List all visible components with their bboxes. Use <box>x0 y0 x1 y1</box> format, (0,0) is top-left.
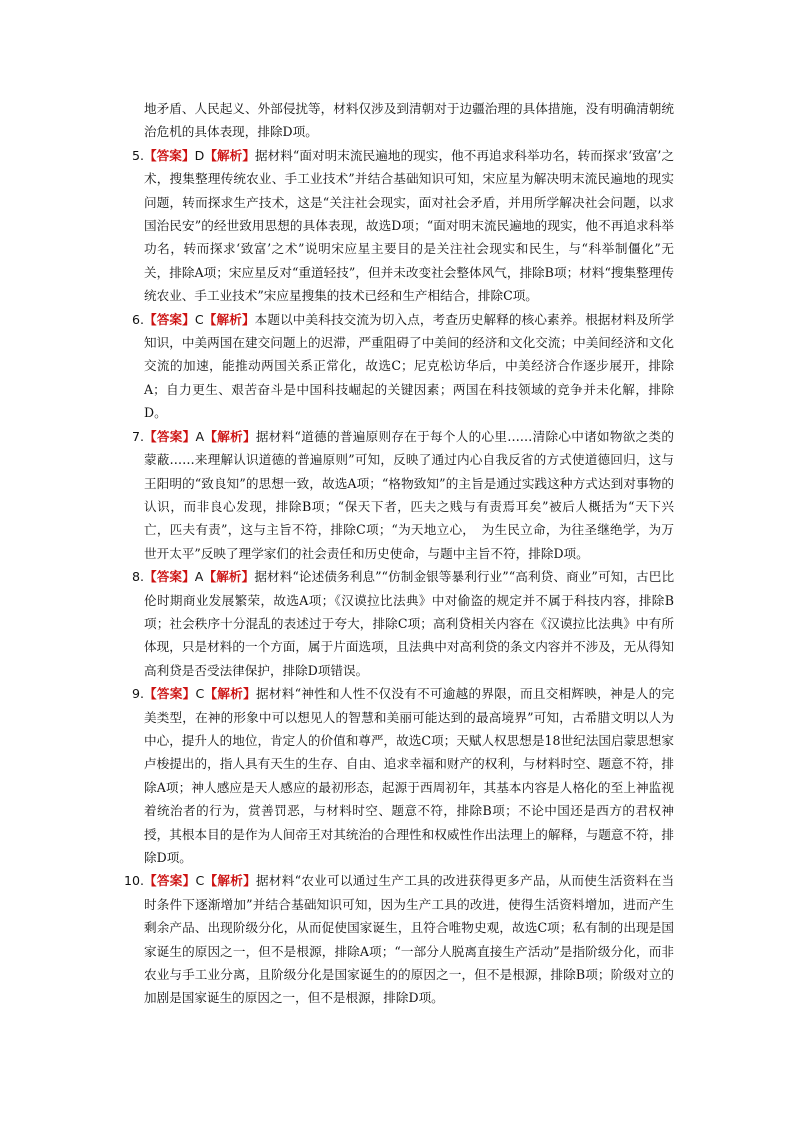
answer-item-8: 8. 【答案】A【解析】据材料“论述债务利息”“仿制金银等暴利行业”“高利贷、商业”可知，古巴比伦时期商业发展繁荣，故选A项；《汉谟拉比法典》中对偷盗的规定并不属于科技内容，排除B项；社会秩序十分混乱的表述过于夸大，排除C项；高利贷相关内容在《汉谟拉比法典》中有所体现，只是材料的一个方面，属于片面选项，且法典中对高利贷的条文内容并不涉及，无从得知高利贷是否受法律保护，排除D项错误。 <box>118 565 674 682</box>
answer-label: 答案 <box>156 569 183 585</box>
analysis-text: 据材料“面对明末流民遍地的现实，他不再追求科举功名，转而探求‘致富’之术，搜集整理传统农业、手工业技术”并结合基础知识可知，宋应星为解决明末流民遍地的现实问题，转而探求生产技术，这是“关注社会现实，面对社会矛盾，并用所学解决社会问题，以求国治民安”的经世致用思想的具体表现，故选D项；“面对明末流民遍地的现实，他不再追求科举功名，转而探求‘致富’之术”说明宋应星主要目的是关注社会现实和民生，与“科举制僵化”无关，排除A项；宋应星反对“重道轻技”，但并未改变社会整体风气，排除B项；材料“搜集整理传统农业、手工业技术”宋应星搜集的技术已经和生产相结合，排除C项。 <box>144 147 675 304</box>
answer-choice: C <box>194 311 204 327</box>
answer-label: 答案 <box>156 686 183 702</box>
item-number: 7. <box>131 428 144 444</box>
answer-item-10: 10. 【答案】C【解析】据材料“农业可以通过生产工具的改进获得更多产品，从而使生活资料在当时条件下逐渐增加”并结合基础知识可知，因为生产工具的改进，使得生活资料增加，进而产生剩余产品、出现阶级分化，从而促使国家诞生，且符合唯物史观，故选C项；私有制的出现是国家诞生的原因之一，但不是根源，排除A项；“一部分人脱离直接生产活动”是指阶级分化，而非农业与手工业分离，且阶级分化是国家诞生的的原因之一，但不是根源，排除B项；阶级对立的加剧是国家诞生的原因之一，但不是根源，排除D项。 <box>118 869 674 1009</box>
analysis-text: 本题以中美科技交流为切入点，考查历史解释的核心素养。根据材料及所学知识，中美两国在建交问题上的迟滞，严重阻碍了中美间的经济和文化交流；中美间经济和文化交流的加速，能推动两国关系正常化，故选C；尼克松访华后，中美经济合作逐步展开，排除A；自力更生、艰苦奋斗是中国科技崛起的关键因素；两国在科技领域的竞争并未化解，排除D。 <box>144 311 675 421</box>
answer-label: 答案 <box>156 311 183 327</box>
analysis-label: 解析 <box>216 311 242 327</box>
item-number: 6. <box>131 311 144 327</box>
item-number: 9. <box>131 686 144 702</box>
answer-content <box>118 97 674 1010</box>
answer-choice: C <box>195 873 205 889</box>
item-number: 10. <box>123 873 144 889</box>
answer-item-5: 5. 【答案】D【解析】据材料“面对明末流民遍地的现实，他不再追求科举功名，转而探求‘致富’之术，搜集整理传统农业、手工业技术”并结合基础知识可知，宋应星为解决明末流民遍地的现实问题，转而探求生产技术，这是“关注社会现实，面对社会矛盾，并用所学解决社会问题，以求国治民安”的经世致用思想的具体表现，故选D项；“面对明末流民遍地的现实，他不再追求科举功名，转而探求‘致富’之术”说明宋应星主要目的是关注社会现实和民生，与“科举制僵化”无关，排除A项；宋应星反对“重道轻技”，但并未改变社会整体风气，排除B项；材料“搜集整理传统农业、手工业技术”宋应星搜集的技术已经和生产相结合，排除C项。 <box>118 144 674 308</box>
answer-label: 答案 <box>156 147 182 163</box>
analysis-text: 据材料“论述债务利息”“仿制金银等暴利行业”“高利贷、商业”可知，古巴比伦时期商业发展繁荣，故选A项；《汉谟拉比法典》中对偷盗的规定并不属于科技内容，排除B项；社会秩序十分混乱的表述过于夸大，排除C项；高利贷相关内容在《汉谟拉比法典》中有所体现，只是材料的一个方面，属于片面选项，且法典中对高利贷的条文内容并不涉及，无从得知高利贷是否受法律保护，排除D项错误。 <box>144 569 675 678</box>
answer-item-6: 6. 【答案】C【解析】本题以中美科技交流为切入点，考查历史解释的核心素养。根据材料及所学知识，中美两国在建交问题上的迟滞，严重阻碍了中美间的经济和文化交流；中美间经济和文化交流的加速，能推动两国关系正常化，故选C；尼克松访华后，中美经济合作逐步展开，排除A；自力更生、艰苦奋斗是中国科技崛起的关键因素；两国在科技领域的竞争并未化解，排除D。 <box>118 308 674 425</box>
answer-choice: C <box>195 686 205 702</box>
item-number: 5. <box>131 147 144 163</box>
answer-choice: A <box>195 428 205 444</box>
analysis-text: 据材料“道德的普遍原则存在于每个人的心里……清除心中诸如物欲之类的蒙蔽……来理解认识道德的普遍原则”可知，反映了通过内心自我反省的方式使道德回归，这与王阳明的“致良知”的思想一致，故选A项；“格物致知”的主旨是通过实践这种方式达到对事物的认识，而非良心发现，排除B项；“保天下者，匹夫之贱与有责焉耳矣”被后人概括为“天下兴亡，匹夫有责”，这与主旨不符，排除C项；“为天地立心， 为生民立命，为往圣继绝学，为万世开太平”反映了理学家们的社会责任和历史使命，与题中主旨不符，排除D项。 <box>144 428 675 561</box>
analysis-label: 解析 <box>217 428 244 444</box>
answer-choice: A <box>194 569 204 585</box>
analysis-label: 解析 <box>217 147 243 163</box>
analysis-text: 据材料“农业可以通过生产工具的改进获得更多产品，从而使生活资料在当时条件下逐渐增加”并结合基础知识可知，因为生产工具的改进，使得生活资料增加，进而产生剩余产品、出现阶级分化，从而促使国家诞生，且符合唯物史观，故选C项；私有制的出现是国家诞生的原因之一，但不是根源，排除A项；“一部分人脱离直接生产活动”是指阶级分化，而非农业与手工业分离，且阶级分化是国家诞生的的原因之一，但不是根源，排除B项；阶级对立的加剧是国家诞生的原因之一，但不是根源，排除D项。 <box>144 873 675 1006</box>
answer-label: 答案 <box>156 428 183 444</box>
answer-item-7: 7. 【答案】A【解析】据材料“道德的普遍原则存在于每个人的心里……清除心中诸如物欲之类的蒙蔽……来理解认识道德的普遍原则”可知，反映了通过内心自我反省的方式使道德回归，这与王阳明的“致良知”的思想一致，故选A项；“格物致知”的主旨是通过实践这种方式达到对事物的认识，而非良心发现，排除B项；“保天下者，匹夫之贱与有责焉耳矣”被后人概括为“天下兴亡，匹夫有责”，这与主旨不符，排除C项；“为天地立心， 为生民立命，为往圣继绝学，为万世开太平”反映了理学家们的社会责任和历史使命，与题中主旨不符，排除D项。 <box>118 425 674 565</box>
analysis-label: 解析 <box>217 686 244 702</box>
item-number: 8. <box>131 569 144 585</box>
analysis-text: 据材料“神性和人性不仅没有不可逾越的界限，而且交相辉映，神是人的完美类型，在神的形象中可以想见人的智慧和美丽可能达到的最高境界”可知，古希腊文明以人为中心，提升人的地位，肯定人的价值和尊严，故选C项；天赋人权思想是18世纪法国启蒙思想家卢梭提出的，指人具有天生的生存、自由、追求幸福和财产的权利，与材料时空、题意不符，排除A项；神人感应是天人感应的最初形态，起源于西周初年，其基本内容是人格化的至上神监视着统治者的行为，赏善罚恶，与材料时空、题意不符，排除B项；不论中国还是西方的君权神授，其根本目的是作为人间帝王对其统治的合理性和权威性作出法理上的解释，与题意不符，排除D项。 <box>144 686 675 865</box>
answer-item-9: 9. 【答案】C【解析】据材料“神性和人性不仅没有不可逾越的界限，而且交相辉映，神是人的完美类型，在神的形象中可以想见人的智慧和美丽可能达到的最高境界”可知，古希腊文明以人为中心，提升人的地位，肯定人的价值和尊严，故选C项；天赋人权思想是18世纪法国启蒙思想家卢梭提出的，指人具有天生的生存、自由、追求幸福和财产的权利，与材料时空、题意不符，排除A项；神人感应是天人感应的最初形态，起源于西周初年，其基本内容是人格化的至上神监视着统治者的行为，赏善罚恶，与材料时空、题意不符，排除B项；不论中国还是西方的君权神授，其根本目的是作为人间帝王对其统治的合理性和权威性作出法理上的解释，与题意不符，排除D项。 <box>118 682 674 869</box>
answer-label: 答案 <box>156 873 183 889</box>
analysis-label: 解析 <box>216 569 242 585</box>
continuation-paragraph: 地矛盾、人民起义、外部侵扰等，材料仅涉及到清朝对于边疆治理的具体措施，没有明确清朝统治危机的具体表现，排除D项。 <box>144 101 674 140</box>
analysis-label: 解析 <box>217 873 244 889</box>
answer-choice: D <box>194 147 205 163</box>
